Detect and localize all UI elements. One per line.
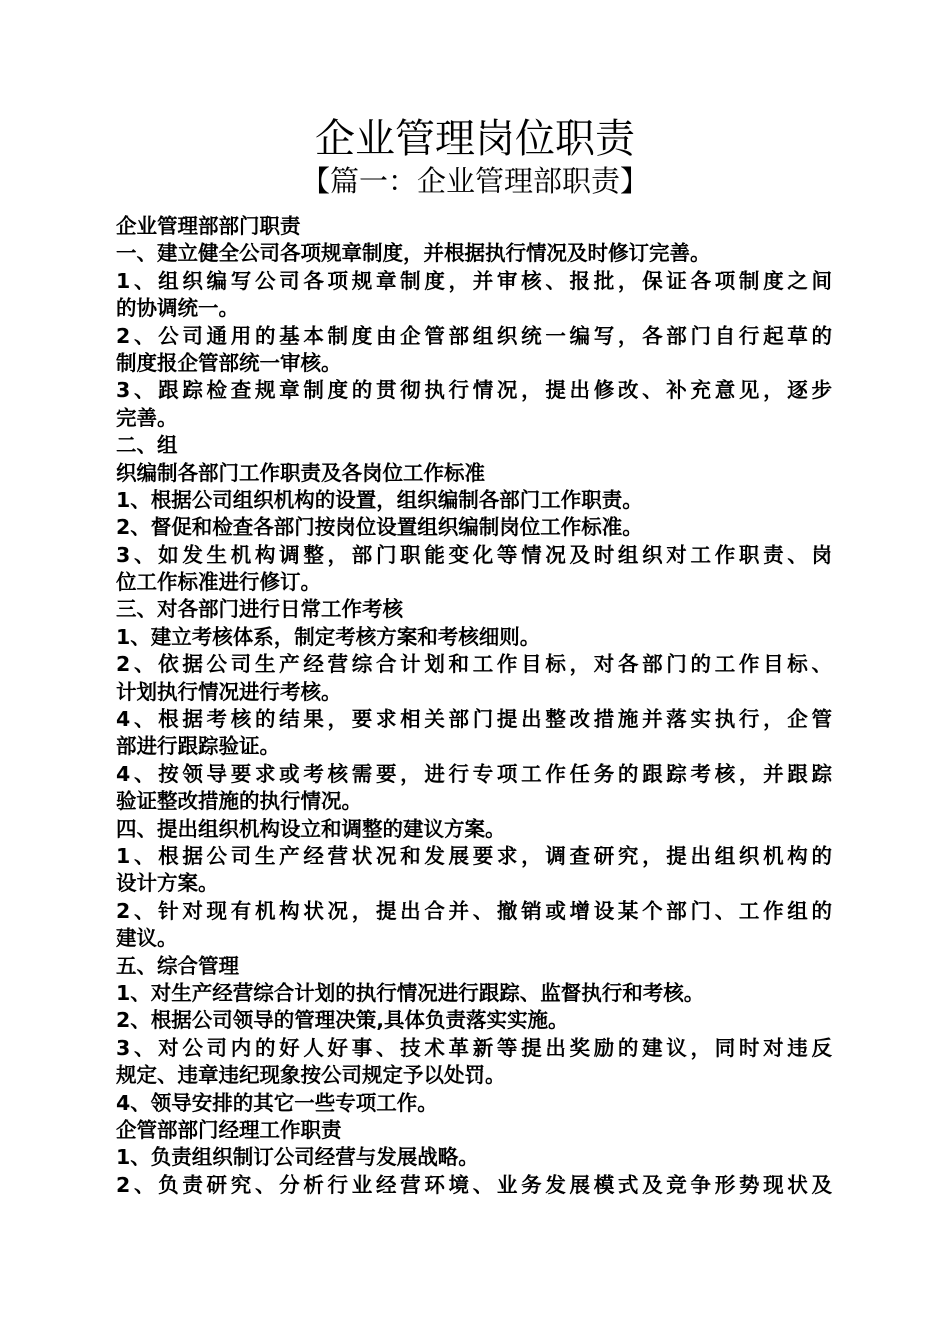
text-line: 4、按领导要求或考核需要，进行专项工作任务的跟踪考核，并跟踪	[116, 761, 832, 786]
text-line: 建议。	[116, 926, 178, 951]
text-line: 三、对各部门进行日常工作考核	[116, 597, 403, 622]
document-subtitle: 【篇一：企业管理部职责】	[300, 164, 649, 198]
text-line: 1、建立考核体系，制定考核方案和考核细则。	[116, 624, 541, 649]
text-line: 4、根据考核的结果，要求相关部门提出整改措施并落实执行，企管	[116, 707, 832, 732]
text-line: 设计方案。	[116, 871, 219, 896]
text-line: 一、建立健全公司各项规章制度，并根据执行情况及时修订完善。	[116, 241, 711, 266]
text-line: 3、跟踪检查规章制度的贯彻执行情况，提出修改、补充意见，逐步	[116, 378, 832, 403]
text-line: 部进行跟踪验证。	[116, 734, 280, 759]
text-line: 的协调统一。	[116, 296, 239, 321]
text-line: 企管部部门经理工作职责	[116, 1117, 342, 1142]
text-line: 五、综合管理	[116, 953, 239, 978]
text-line: 制度报企管部统一审核。	[116, 350, 342, 375]
text-line: 1、对生产经营综合计划的执行情况进行跟踪、监督执行和考核。	[116, 980, 705, 1005]
text-line: 2、依据公司生产经营综合计划和工作目标，对各部门的工作目标、	[116, 652, 832, 677]
text-line: 2、针对现有机构状况，提出合并、撤销或增设某个部门、工作组的	[116, 898, 832, 923]
text-line: 2、根据公司领导的管理决策,具体负责落实实施。	[116, 1008, 569, 1033]
text-line: 3、如发生机构调整，部门职能变化等情况及时组织对工作职责、岗	[116, 542, 832, 567]
text-line: 验证整改措施的执行情况。	[116, 789, 362, 814]
text-line: 2、督促和检查各部门按岗位设置组织编制岗位工作标准。	[116, 515, 643, 540]
text-line: 3、对公司内的好人好事、技术革新等提出奖励的建议，同时对违反	[116, 1035, 832, 1060]
text-line: 2、公司通用的基本制度由企管部组织统一编写，各部门自行起草的	[116, 323, 832, 348]
text-line: 1、根据公司生产经营状况和发展要求，调查研究，提出组织机构的	[116, 843, 832, 868]
document-body	[116, 213, 832, 1199]
text-line: 4、领导安排的其它一些专项工作。	[116, 1090, 438, 1115]
text-line: 1、负责组织制订公司经营与发展战略。	[116, 1145, 479, 1170]
text-line: 织编制各部门工作职责及各岗位工作标准	[116, 460, 485, 485]
text-line: 企业管理部部门职责	[116, 214, 301, 238]
text-line: 2、负责研究、分析行业经营环境、业务发展模式及竞争形势现状及	[116, 1172, 832, 1197]
text-line: 规定、违章违纪现象按公司规定予以处罚。	[116, 1063, 506, 1088]
text-line: 1、根据公司组织机构的设置，组织编制各部门工作职责。	[116, 487, 643, 512]
text-line: 1、组织编写公司各项规章制度，并审核、报批，保证各项制度之间	[116, 268, 832, 293]
document-title: 企业管理岗位职责	[315, 116, 635, 162]
text-line: 完善。	[116, 405, 178, 430]
text-line: 二、组	[116, 433, 178, 458]
text-line: 计划执行情况进行考核。	[116, 679, 342, 704]
text-line: 位工作标准进行修订。	[116, 570, 321, 595]
text-line: 四、提出组织机构设立和调整的建议方案。	[116, 816, 506, 841]
